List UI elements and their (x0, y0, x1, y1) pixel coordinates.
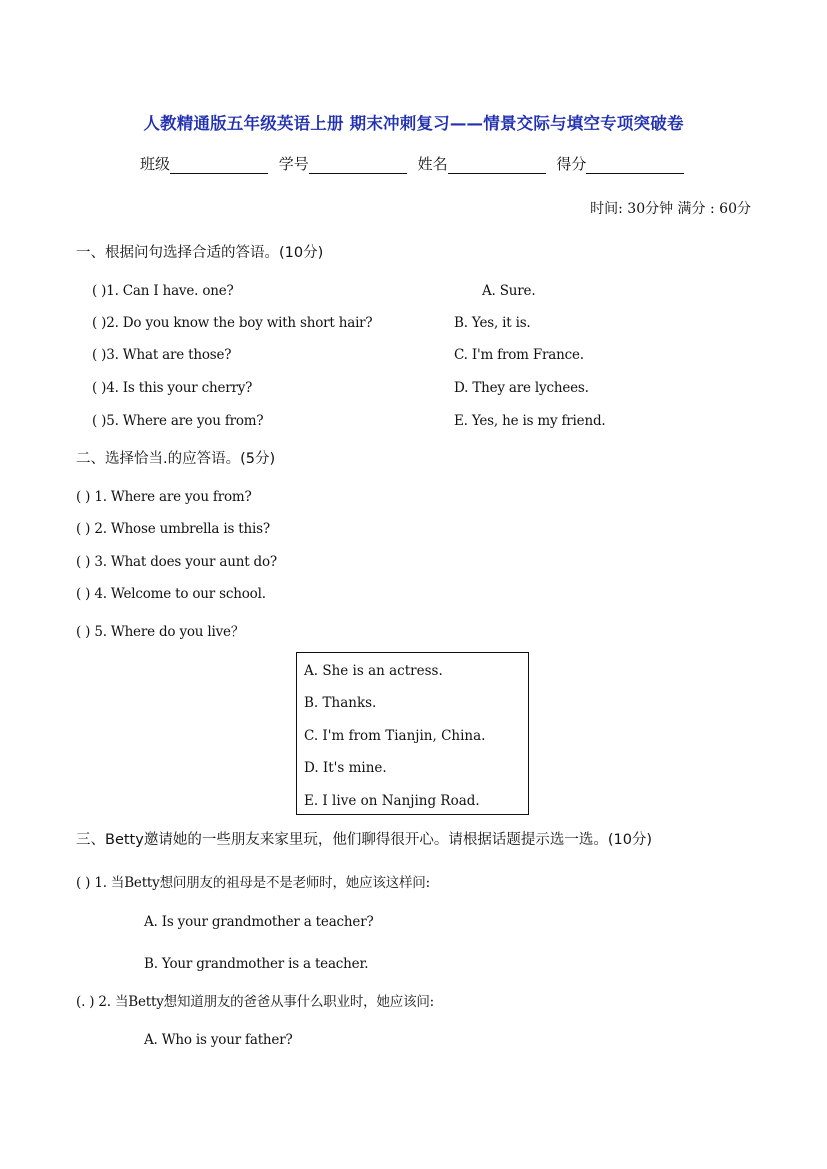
section2-question-2: ( ) 2. Whose umbrella is this? (76, 521, 270, 537)
class-blank[interactable] (170, 157, 268, 174)
section1-answer-d: D. They are lychees. (454, 380, 589, 396)
page-title: 人教精通版五年级英语上册 期末冲刺复习——情景交际与填空专项突破卷 (143, 114, 684, 133)
time-score-meta: 时间: 30分钟 满分 : 60分 (590, 201, 751, 217)
name-label: 姓名 (417, 155, 448, 173)
section3-question-1: ( ) 1. 当Betty想问朋友的祖母是不是老师时，她应该这样问: (76, 875, 430, 891)
section2-question-4: ( ) 4. Welcome to our school. (76, 586, 266, 602)
section2-option-a: A. She is an actress. (304, 663, 443, 679)
name-blank[interactable] (448, 157, 546, 174)
section1-question-1: ( )1. Can I have. one? (92, 283, 234, 299)
section1-question-5: ( )5. Where are you from? (92, 413, 264, 429)
section1-question-2: ( )2. Do you know the boy with short hair? (92, 315, 373, 331)
section3-heading: 三、Betty邀请她的一些朋友来家里玩，他们聊得很开心。请根据话题提示选一选。(10分) (76, 832, 653, 848)
section1-answer-c: C. I'm from France. (454, 347, 584, 363)
section1-question-3: ( )3. What are those? (92, 347, 232, 363)
section2-option-e: E. I live on Nanjing Road. (304, 793, 480, 809)
section2-option-d: D. It's mine. (304, 760, 387, 776)
id-blank[interactable] (309, 157, 407, 174)
section1-answer-a: A. Sure. (482, 283, 536, 299)
id-label: 学号 (278, 155, 309, 173)
section1-heading: 一、根据问句选择合适的答语。(10分) (76, 245, 324, 261)
section2-option-c: C. I'm from Tianjin, China. (304, 728, 486, 744)
section1-question-4: ( )4. Is this your cherry? (92, 380, 253, 396)
class-label: 班级 (140, 155, 171, 173)
section3-q2-option-a: A. Who is your father? (144, 1032, 293, 1048)
section2-heading: 二、选择恰当.的应答语。(5分) (76, 451, 276, 467)
section3-q1-option-b: B. Your grandmother is a teacher. (144, 956, 369, 972)
section2-options-box (296, 652, 529, 815)
student-info-row (140, 153, 690, 174)
section2-option-b: B. Thanks. (304, 695, 377, 711)
section3-q1-option-a: A. Is your grandmother a teacher? (144, 914, 374, 930)
score-blank[interactable] (586, 157, 684, 174)
section2-question-5: ( ) 5. Where do you live？ (76, 624, 245, 640)
section1-answer-e: E. Yes, he is my friend. (454, 413, 606, 429)
score-label: 得分 (556, 155, 587, 173)
section2-question-3: ( ) 3. What does your aunt do? (76, 554, 277, 570)
section1-answer-b: B. Yes, it is. (454, 315, 531, 331)
section3-question-2: (. ) 2. 当Betty想知道朋友的爸爸从事什么职业时，她应该问: (76, 994, 435, 1010)
section2-question-1: ( ) 1. Where are you from? (76, 489, 252, 505)
